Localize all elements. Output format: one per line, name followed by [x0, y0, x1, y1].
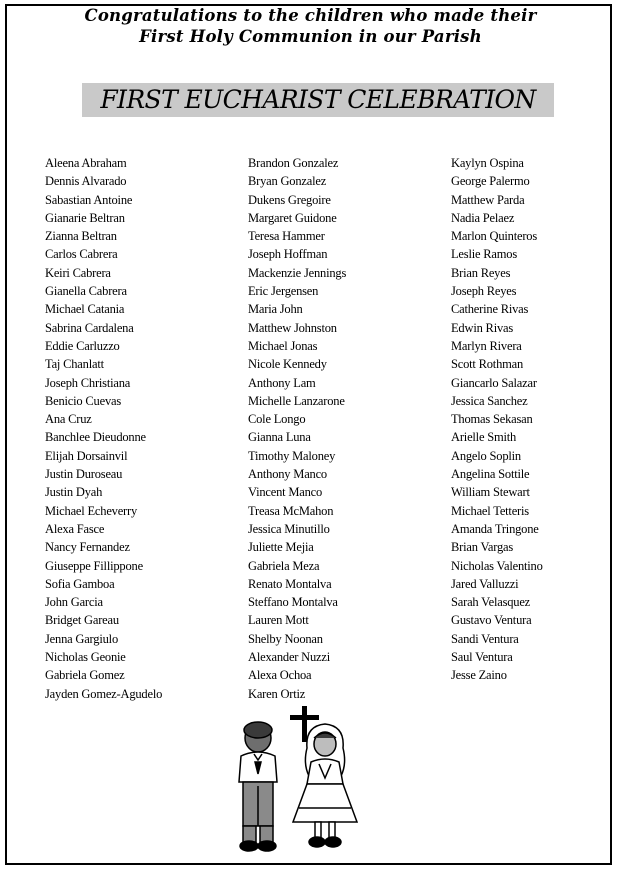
- name-entry: Justin Dyah: [45, 485, 103, 500]
- name-entry: Taj Chanlatt: [45, 357, 104, 372]
- name-entry: William Stewart: [451, 485, 530, 500]
- name-entry: Jenna Gargiulo: [45, 631, 118, 646]
- name-entry: Gustavo Ventura: [451, 613, 532, 628]
- name-entry: Saul Ventura: [451, 650, 513, 665]
- name-entry: Gabriela Gomez: [45, 668, 125, 683]
- name-entry: Bryan Gonzalez: [248, 174, 327, 189]
- names-column-1: [45, 154, 162, 703]
- name-entry: Arielle Smith: [451, 430, 517, 445]
- name-entry: Nancy Fernandez: [45, 540, 130, 555]
- name-entry: Sarah Velasquez: [451, 595, 531, 610]
- name-entry: Edwin Rivas: [451, 320, 514, 335]
- name-entry: Jessica Sanchez: [451, 393, 528, 408]
- name-entry: Eric Jergensen: [248, 284, 319, 299]
- name-entry: Keiri Cabrera: [45, 265, 111, 280]
- name-entry: Benicio Cuevas: [45, 393, 122, 408]
- name-entry: Joseph Christiana: [45, 375, 131, 390]
- name-entry: Cole Longo: [248, 412, 306, 427]
- name-entry: Juliette Mejia: [248, 540, 314, 555]
- name-entry: Timothy Maloney: [248, 448, 336, 463]
- name-entry: Treasa McMahon: [248, 503, 334, 518]
- name-entry: Dennis Alvarado: [45, 174, 127, 189]
- name-entry: Nicole Kennedy: [248, 357, 327, 372]
- name-entry: Vincent Manco: [248, 485, 323, 500]
- name-entry: Ana Cruz: [45, 412, 92, 427]
- name-entry: Marlon Quinteros: [451, 229, 538, 244]
- name-entry: Marlyn Rivera: [451, 338, 522, 353]
- name-entry: Anthony Manco: [248, 467, 327, 482]
- name-entry: Sofia Gamboa: [45, 576, 115, 591]
- congratulations-heading: [0, 5, 621, 47]
- name-entry: Scott Rothman: [451, 357, 524, 372]
- name-entry: Sabastian Antoine: [45, 192, 133, 207]
- name-entry: Matthew Parda: [451, 192, 525, 207]
- name-entry: Elijah Dorsainvil: [45, 448, 128, 463]
- name-entry: Michelle Lanzarone: [248, 393, 345, 408]
- name-entry: Jared Valluzzi: [451, 576, 519, 591]
- name-entry: Maria John: [248, 302, 303, 317]
- name-entry: Catherine Rivas: [451, 302, 529, 317]
- communion-girl-icon: [293, 724, 357, 847]
- name-entry: Renato Montalva: [248, 576, 332, 591]
- name-entry: Sandi Ventura: [451, 631, 519, 646]
- name-entry: Alexa Ochoa: [248, 668, 312, 683]
- name-entry: Alexa Fasce: [45, 521, 105, 536]
- name-entry: Jesse Zaino: [451, 668, 507, 683]
- heading-line-1: Congratulations to the children who made their: [84, 6, 537, 25]
- heading-line-2: First Holy Communion in our Parish: [139, 27, 482, 46]
- name-entry: Michael Catania: [45, 302, 125, 317]
- names-column-2: [248, 154, 346, 703]
- name-entry: Nicholas Geonie: [45, 650, 126, 665]
- name-entry: Amanda Tringone: [451, 521, 539, 536]
- name-entry: Alexander Nuzzi: [248, 650, 331, 665]
- name-entry: Anthony Lam: [248, 375, 316, 390]
- name-entry: Michael Jonas: [248, 338, 318, 353]
- name-entry: Jayden Gomez-Agudelo: [45, 686, 163, 701]
- name-entry: Eddie Carluzzo: [45, 338, 120, 353]
- name-entry: Dukens Gregoire: [248, 192, 331, 207]
- name-entry: Nadia Pelaez: [451, 210, 515, 225]
- name-entry: Leslie Ramos: [451, 247, 517, 262]
- name-entry: Sabrina Cardalena: [45, 320, 134, 335]
- name-entry: Gianna Luna: [248, 430, 311, 445]
- communion-children-illustration: [225, 704, 375, 864]
- name-entry: Karen Ortiz: [248, 686, 306, 701]
- name-entry: Thomas Sekasan: [451, 412, 533, 427]
- name-entry: Giuseppe Fillippone: [45, 558, 143, 573]
- name-entry: Angelo Soplin: [451, 448, 521, 463]
- name-entry: Carlos Cabrera: [45, 247, 118, 262]
- name-entry: Margaret Guidone: [248, 210, 337, 225]
- title-banner: [82, 83, 554, 117]
- name-entry: Brian Reyes: [451, 265, 511, 280]
- name-entry: John Garcia: [45, 595, 103, 610]
- names-column-3: [451, 154, 543, 685]
- name-entry: Lauren Mott: [248, 613, 309, 628]
- name-entry: Zianna Beltran: [45, 229, 117, 244]
- name-entry: Steffano Montalva: [248, 595, 338, 610]
- name-entry: Joseph Hoffman: [248, 247, 328, 262]
- name-entry: Jessica Minutillo: [248, 521, 330, 536]
- name-entry: Kaylyn Ospina: [451, 156, 524, 170]
- name-entry: Teresa Hammer: [248, 229, 325, 244]
- name-entry: Gianella Cabrera: [45, 284, 127, 299]
- name-entry: Gabriela Meza: [248, 558, 320, 573]
- name-entry: Nicholas Valentino: [451, 558, 543, 573]
- name-entry: Aleena Abraham: [45, 156, 127, 170]
- name-entry: Banchlee Dieudonne: [45, 430, 146, 445]
- name-entry: Giancarlo Salazar: [451, 375, 537, 390]
- page-title: FIRST EUCHARIST CELEBRATION: [100, 85, 536, 114]
- name-entry: Angelina Sottile: [451, 467, 530, 482]
- name-entry: Bridget Gareau: [45, 613, 119, 628]
- name-entry: Mackenzie Jennings: [248, 265, 347, 280]
- name-entry: George Palermo: [451, 174, 530, 189]
- name-entry: Justin Duroseau: [45, 467, 123, 482]
- name-entry: Brandon Gonzalez: [248, 156, 339, 170]
- name-entry: Shelby Noonan: [248, 631, 323, 646]
- name-entry: Joseph Reyes: [451, 284, 517, 299]
- name-entry: Michael Tetteris: [451, 503, 529, 518]
- name-entry: Matthew Johnston: [248, 320, 337, 335]
- name-entry: Michael Echeverry: [45, 503, 138, 518]
- name-entry: Brian Vargas: [451, 540, 514, 555]
- communion-boy-icon: [239, 722, 277, 851]
- name-entry: Gianarie Beltran: [45, 210, 125, 225]
